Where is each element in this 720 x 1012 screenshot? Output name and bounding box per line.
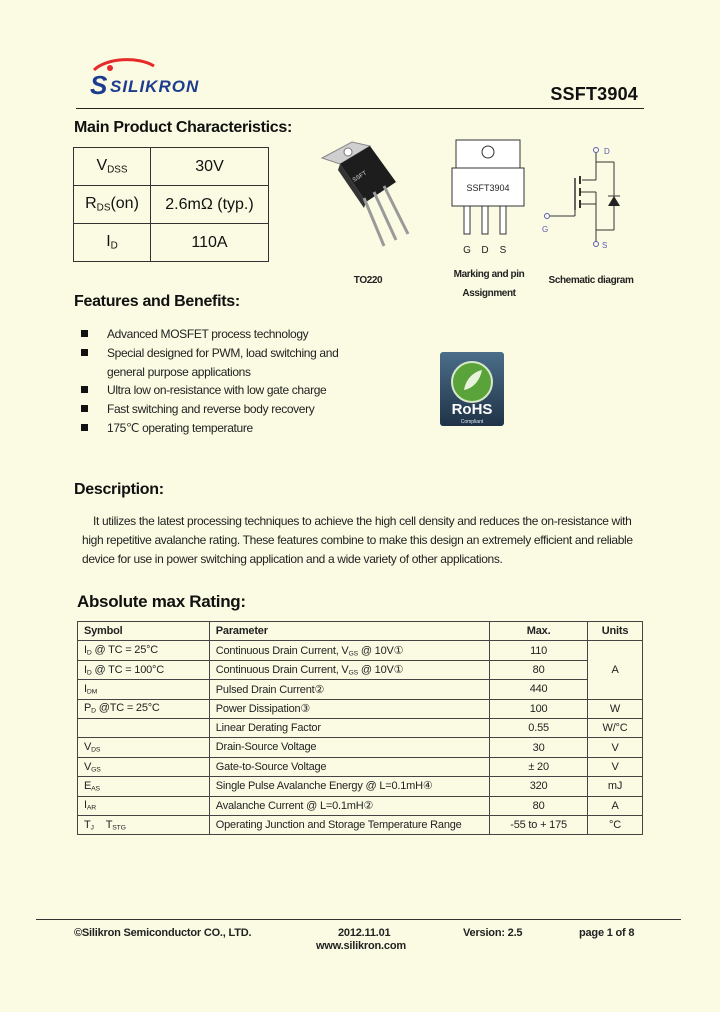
row-unit: A (588, 796, 643, 815)
header-units: Units (588, 622, 643, 641)
to220-package-image (318, 136, 414, 254)
footer-version: Version: 2.5 (463, 927, 523, 939)
characteristic-value: 2.6mΩ (typ.) (151, 186, 269, 224)
pin-label-s: S (499, 245, 507, 256)
characteristic-symbol: $I_D$ (74, 224, 151, 262)
row-symbol: $I_{AR}$ (78, 796, 210, 815)
table-row (78, 660, 643, 679)
main-characteristics-title: Main Product Characteristics: (74, 119, 293, 136)
row-max: 110 (490, 641, 588, 660)
pin-label-d: D (481, 245, 489, 256)
row-symbol: $I_D$ @ TC = 100°C (78, 660, 210, 679)
row-parameter: Gate-to-Source Voltage (209, 757, 489, 776)
table-row (78, 757, 643, 776)
bullet-icon (81, 330, 88, 337)
row-symbol: $P_D$ @TC = 25°C (78, 699, 210, 718)
row-max: -55 to + 175 (490, 815, 588, 834)
pin-label-g: G (463, 245, 471, 256)
rohs-text: RoHS (451, 401, 493, 418)
feature-item: Advanced MOSFET process technology (81, 325, 371, 344)
table-row (78, 699, 643, 718)
characteristic-row (74, 186, 269, 224)
features-title: Features and Benefits: (74, 293, 240, 310)
row-unit: V (588, 738, 643, 757)
main-characteristics-table (73, 147, 269, 262)
rohs-subtext: Compliant (460, 419, 484, 425)
schematic-g-label: G (542, 225, 549, 234)
row-symbol: $V_{DS}$ (78, 738, 210, 757)
absolute-max-title: Absolute max Rating: (77, 592, 246, 611)
footer-url[interactable]: www.silikron.com (316, 940, 406, 952)
row-symbol: $E_{AS}$ (78, 777, 210, 796)
header-symbol: Symbol (78, 622, 210, 641)
bullet-icon (81, 405, 88, 412)
feature-item: Special designed for PWM, load switching and general purpose applications (81, 344, 371, 382)
table-row (78, 738, 643, 757)
feature-item: Fast switching and reverse body recovery (81, 400, 371, 419)
row-parameter: Power Dissipation③ (209, 699, 489, 718)
characteristic-value: 110A (151, 224, 269, 262)
row-unit: mJ (588, 777, 643, 796)
header-max: Max. (490, 622, 588, 641)
row-max: 320 (490, 777, 588, 796)
footer-company: ©Silikron Semiconductor CO., LTD. (74, 927, 252, 939)
feature-item: Ultra low on-resistance with low gate charge (81, 381, 371, 400)
part-number: SSFT3904 (550, 84, 638, 104)
logo-text: SILIKRON (110, 77, 200, 96)
row-parameter: Linear Derating Factor (209, 718, 489, 737)
svg-text:SSFT: SSFT (351, 170, 369, 184)
table-row (78, 777, 643, 796)
schematic-caption: Schematic diagram (548, 275, 634, 286)
footer-page-number: page 1 of 8 (579, 927, 635, 939)
row-symbol: $T_J$ $T_{STG}$ (78, 815, 210, 834)
row-max: 80 (490, 796, 588, 815)
row-parameter: Pulsed Drain Current② (209, 680, 489, 699)
row-max: 100 (490, 699, 588, 718)
characteristic-symbol: $V_{DSS}$ (74, 148, 151, 186)
marking-caption: Marking and pin Assignment (453, 269, 525, 299)
description-text: It utilizes the latest processing techniques to achieve the high cell density and reduces the on-resistance with high repetitive avalanche rating. These features combine to make this design an extremely efficient and reliable device for use in power switching application and a wide variety of other applications. (82, 514, 633, 566)
row-parameter: Avalanche Current @ L=0.1mH② (209, 796, 489, 815)
row-unit: W (588, 699, 643, 718)
feature-item: 175℃ operating temperature (81, 419, 371, 438)
row-max: 0.55 (490, 718, 588, 737)
to220-caption: TO220 (353, 275, 383, 286)
row-parameter: Operating Junction and Storage Temperature Range (209, 815, 489, 834)
row-symbol: $V_{GS}$ (78, 757, 210, 776)
row-unit: A (588, 641, 643, 699)
row-symbol: $I_D$ @ TC = 25°C (78, 641, 210, 660)
header-parameter: Parameter (209, 622, 489, 641)
characteristic-value: 30V (151, 148, 269, 186)
row-symbol: $I_{DM}$ (78, 680, 210, 699)
marking-diagram (448, 136, 528, 258)
header-divider (76, 108, 644, 109)
bullet-icon (81, 424, 88, 431)
bullet-icon (81, 386, 88, 393)
characteristic-symbol: $R_{DS}(on)$ (74, 186, 151, 224)
footer-divider (36, 919, 681, 920)
characteristic-row (74, 148, 269, 186)
schematic-diagram (540, 144, 632, 250)
svg-text:S: S (90, 70, 108, 100)
footer-date: 2012.11.01 (338, 927, 391, 939)
table-row (78, 680, 643, 699)
table-row (78, 796, 643, 815)
row-symbol (78, 718, 210, 737)
table-row (78, 815, 643, 834)
row-max: 80 (490, 660, 588, 679)
characteristic-row (74, 224, 269, 262)
features-list (81, 325, 371, 438)
schematic-s-label: S (602, 241, 608, 250)
row-max: ± 20 (490, 757, 588, 776)
row-max: 440 (490, 680, 588, 699)
row-max: 30 (490, 738, 588, 757)
rohs-badge (440, 352, 504, 426)
table-row (78, 718, 643, 737)
table-header-row (78, 622, 643, 641)
description-title: Description: (74, 481, 164, 498)
row-parameter: Drain-Source Voltage (209, 738, 489, 757)
row-unit: V (588, 757, 643, 776)
row-parameter: Single Pulse Avalanche Energy @ L=0.1mH④ (209, 777, 489, 796)
row-unit: °C (588, 815, 643, 834)
bullet-icon (81, 349, 88, 356)
company-logo (76, 56, 216, 102)
schematic-d-label: D (604, 147, 610, 156)
row-parameter: Continuous Drain Current, $V_{GS}$ @ 10V① (209, 641, 489, 660)
marking-label: SSFT3904 (466, 183, 510, 193)
row-parameter: Continuous Drain Current, $V_{GS}$ @ 10V① (209, 660, 489, 679)
row-unit: W/°C (588, 718, 643, 737)
table-row (78, 641, 643, 660)
absolute-max-table (77, 621, 643, 835)
